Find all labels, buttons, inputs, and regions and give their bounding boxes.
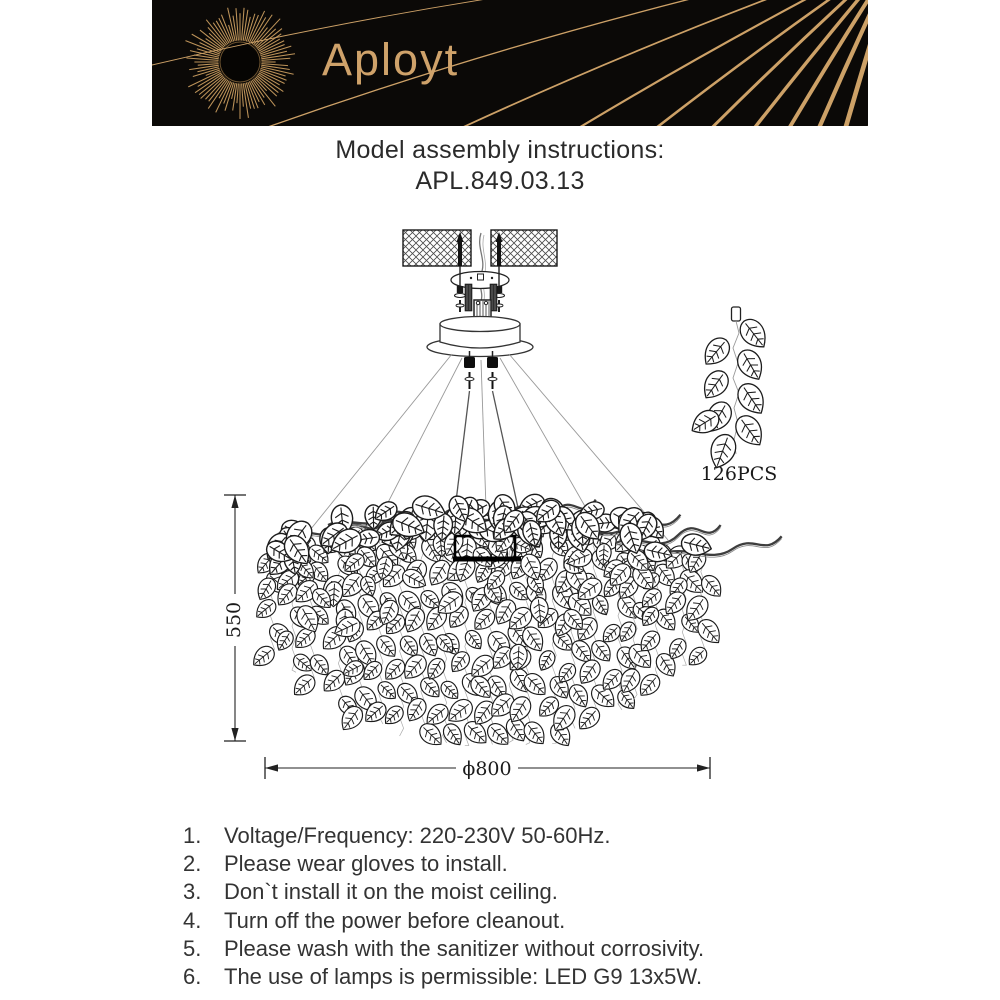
model-number: APL.849.03.13 (415, 167, 585, 195)
diameter-dimension-label: ϕ800 (462, 758, 512, 780)
list-item (183, 963, 863, 991)
list-item (183, 907, 863, 935)
leaf-count-label: 126PCS (700, 463, 778, 485)
leaf-icon (733, 346, 768, 385)
leaf-icon (440, 720, 467, 749)
leaf-icon (535, 648, 558, 674)
list-item-number: 2. (183, 851, 202, 877)
title-block (0, 135, 1000, 197)
page-title: Model assembly instructions: (335, 136, 665, 164)
sunburst-logo-icon (185, 8, 295, 119)
leaf-icon (252, 596, 280, 623)
leaf-icon (694, 615, 726, 648)
leaf-icon (373, 632, 401, 661)
height-dimension-label: 550 (223, 601, 245, 639)
detail-leaves (687, 314, 773, 471)
list-item-text: Please wear gloves to install. (224, 851, 508, 877)
list-item (183, 935, 863, 963)
leaf-icon (438, 678, 463, 703)
leaf-icon (520, 718, 550, 749)
height-dimension (223, 495, 246, 741)
leaf-icon (573, 703, 603, 734)
leaf-icon (375, 678, 401, 703)
power-wire (480, 233, 483, 301)
list-item (183, 822, 863, 850)
list-item-number: 1. (183, 823, 202, 848)
leaf-icon (684, 644, 710, 670)
leaf-icon (697, 366, 733, 404)
instruction-list (183, 822, 863, 991)
leaf-icon (289, 671, 319, 701)
list-item-number: 5. (183, 935, 202, 961)
leaf-icon (733, 379, 771, 420)
list-item (183, 850, 863, 878)
list-item (183, 878, 863, 906)
leaf-icon (698, 333, 734, 371)
brand-banner (152, 0, 868, 126)
brand-name: Aployt (322, 34, 460, 85)
list-item-number: 3. (183, 879, 202, 905)
chandelier-body (248, 491, 781, 751)
diameter-dimension (265, 756, 710, 780)
list-item-text: Turn off the power before cleanout. (224, 907, 566, 933)
leaf-icon (574, 656, 604, 688)
list-item-text: The use of lamps is permissible: LED G9 13x5W. (224, 964, 703, 990)
banner-decoration (152, 0, 868, 126)
list-item-text: Don`t install it on the moist ceiling. (224, 879, 558, 905)
list-item-number: 6. (183, 964, 202, 990)
list-item-text: Voltage/Frequency: 220-230V 50-60Hz. (224, 823, 611, 848)
assembly-diagram (150, 208, 870, 800)
ceiling-canopy (427, 317, 533, 357)
list-item-text: Please wash with the sanitizer without corrosivity. (224, 935, 705, 961)
leaf-strand-detail (687, 307, 778, 485)
list-item-number: 4. (183, 907, 202, 933)
